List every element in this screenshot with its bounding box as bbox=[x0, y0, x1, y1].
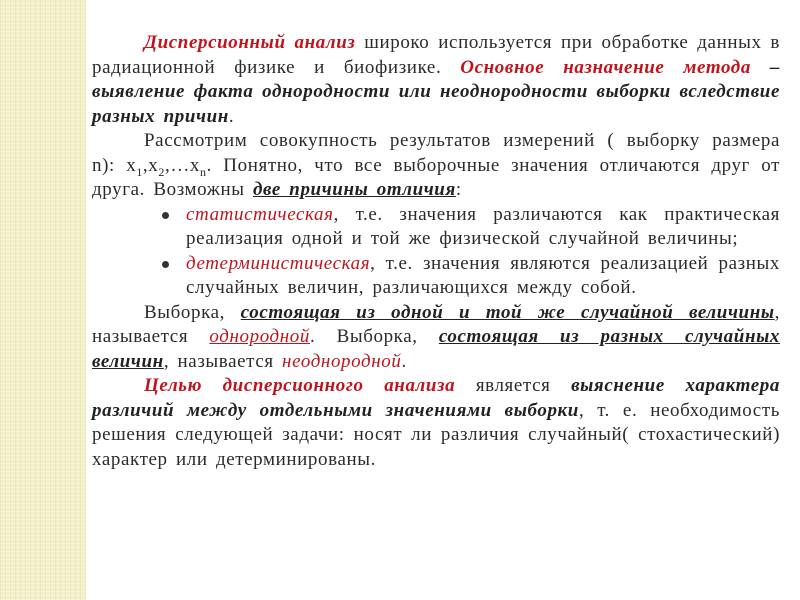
sample-paragraph bbox=[92, 129, 780, 203]
term-anova: Дисперсионный анализ bbox=[144, 32, 356, 53]
term-statistical: статистическая bbox=[186, 203, 334, 225]
intro-text: широко используется при обработке данных в радиационной физике и биофизике. bbox=[92, 32, 781, 78]
deterministic-desc: , т.е. значения являются реализацией разных случайных величин, различающихся между собой. bbox=[186, 252, 780, 298]
list-item bbox=[186, 252, 780, 301]
sample-text-cont: . Понятно, что все выборочные значения отличаются друг от друга. Возможны bbox=[92, 154, 780, 200]
method-purpose: Основное назначение метода bbox=[460, 56, 751, 78]
term-deterministic: детерминистическая bbox=[186, 252, 371, 274]
goal-statement: выяснение характера различий между отдельными значениями выборки bbox=[92, 375, 780, 421]
bullet-icon bbox=[162, 212, 169, 219]
homogeneity-paragraph bbox=[92, 301, 780, 375]
decorative-sidebar bbox=[0, 0, 86, 600]
period: . bbox=[228, 105, 235, 127]
intro-paragraph bbox=[92, 31, 780, 129]
slide-text bbox=[92, 31, 780, 472]
goal-text: , т. е. необходимость решения следующей задачи: носят ли различия случайный( стохастический) характер или детерминированы. bbox=[92, 399, 780, 470]
two-reasons: две причины отличия bbox=[253, 179, 456, 200]
sample-text: Рассмотрим совокупность результатов измерений ( выборку размера n): x bbox=[92, 130, 780, 176]
def-heterogeneous: состоящая из разных случайных величин bbox=[92, 326, 780, 372]
sample-label-2: . Выборка, bbox=[309, 326, 439, 347]
called-text-2: , называется bbox=[163, 350, 283, 372]
term-homogeneous: однородной bbox=[209, 326, 310, 347]
colon: : bbox=[455, 179, 462, 200]
goal-paragraph bbox=[92, 374, 780, 472]
subscript-2: 2 bbox=[158, 164, 165, 179]
is-text: является bbox=[455, 375, 572, 396]
subscript-1: 1 bbox=[136, 164, 143, 179]
called-text: , называется bbox=[92, 301, 780, 347]
purpose-statement: выявление факта однородности или неоднородности выборки вследствие разных причин bbox=[92, 81, 780, 127]
sample-xn: ,…x bbox=[164, 154, 201, 176]
bullet-icon bbox=[162, 261, 169, 268]
subscript-n: n bbox=[200, 164, 207, 179]
dash: – bbox=[750, 56, 780, 78]
reasons-list bbox=[92, 203, 780, 301]
term-heterogeneous: неоднородной bbox=[282, 350, 402, 372]
sample-label: Выборка, bbox=[144, 301, 241, 323]
period: . bbox=[401, 350, 407, 372]
list-item bbox=[186, 203, 780, 252]
statistical-desc: , т.е. значения различаются как практическая реализация одной и той же физической случайной величины; bbox=[186, 203, 780, 249]
goal-term: Целью дисперсионного анализа bbox=[144, 375, 456, 396]
sample-x2: ,x bbox=[142, 154, 159, 176]
def-homogeneous: состоящая из одной и той же случайной величины bbox=[240, 301, 775, 323]
